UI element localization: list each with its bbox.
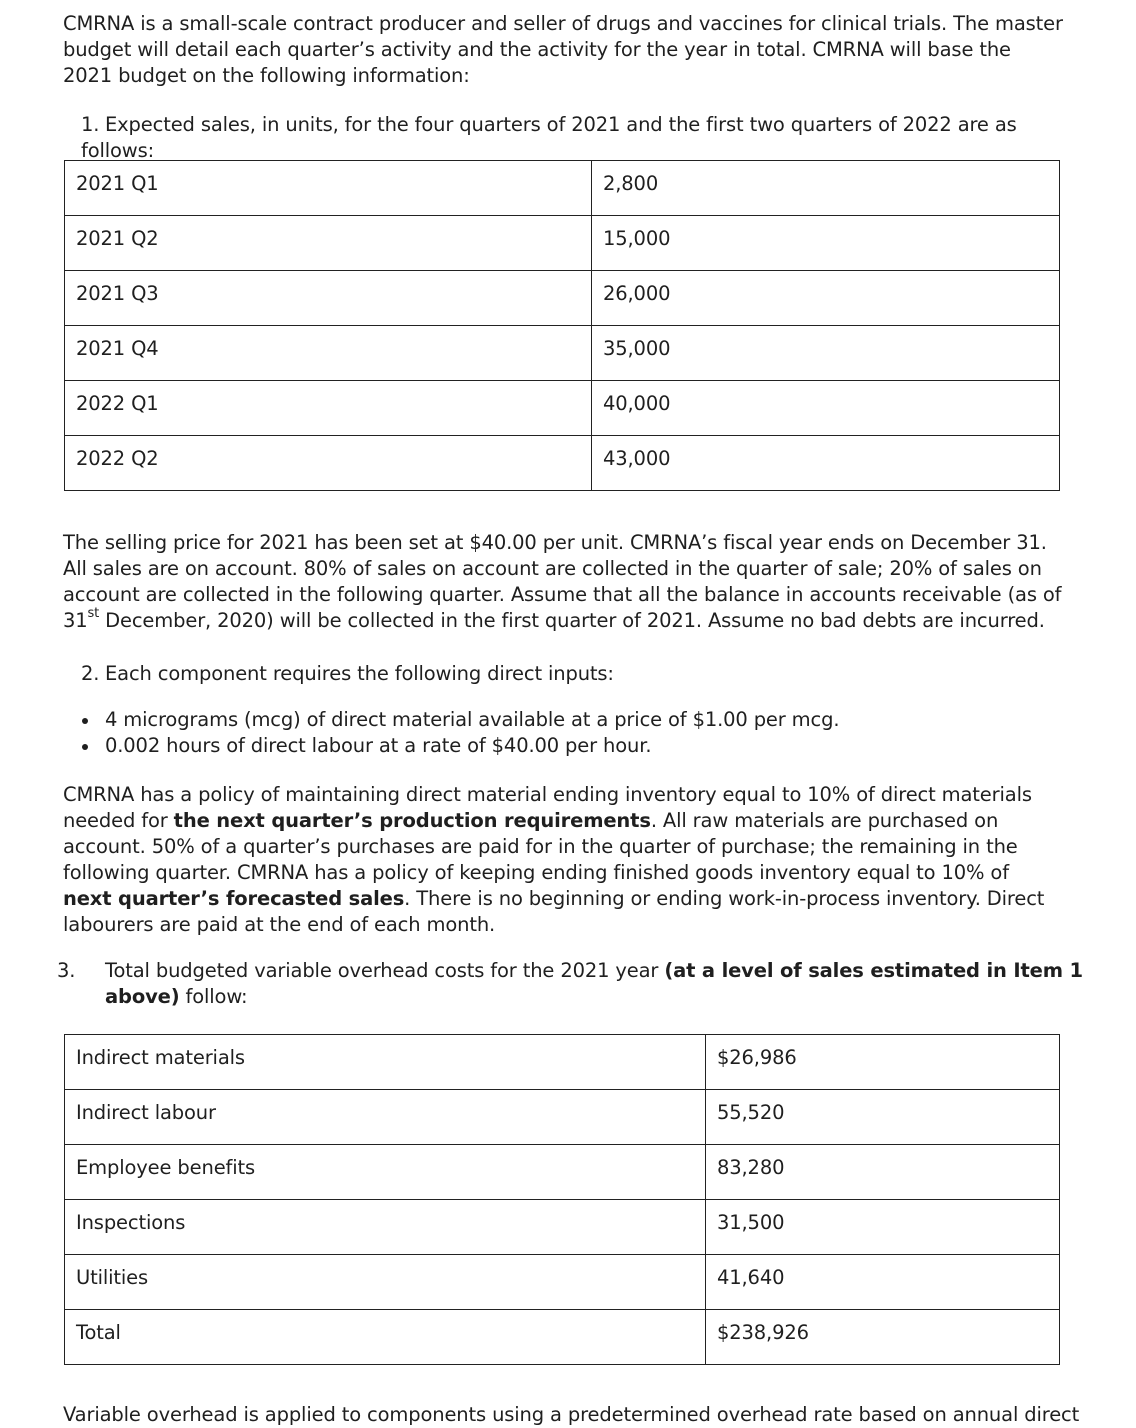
item-3-bold: (at a level of sales estimated in Item 1 above) [105,959,1083,1008]
sales-row-period: 2021 Q4 [65,326,592,381]
policy-text-2: . All raw materials are purchased on account. 50% of a quarter’s purchases are paid for in the quarter of purchase; the remaining in the following quarter. CMRNA has a policy of keeping ending finished goods inventory equal to 10% of [63,809,1018,884]
overhead-table [64,1034,1060,1365]
list-item-text: 0.002 hours of direct labour at a rate of $40.00 per hour. [105,734,652,757]
item-2-text: Each component requires the following direct inputs: [105,662,614,685]
overhead-row-label: Total [65,1310,706,1365]
policy-bold-1: the next quarter’s production requirements [173,809,651,832]
overhead-row-amount: 83,280 [706,1145,1060,1200]
ordinal-suffix: st [87,605,100,621]
policy-bold-2: next quarter’s forecasted sales [63,887,405,910]
sales-row [65,381,1060,436]
sales-row-units: 15,000 [592,216,1060,271]
item-1-text: Expected sales, in units, for the four quarters of 2021 and the first two quarters of 2022 are as follows: [81,113,1017,162]
final-paragraph: Variable overhead is applied to components using a predetermined overhead rate based on annual direct [63,1403,1080,1426]
sales-row-units: 35,000 [592,326,1060,381]
selling-price-text-a: The selling price for 2021 has been set at $40.00 per unit. CMRNA’s fiscal year ends on December 31. All sales are on account. 80% of sales on account are collected in the quarter of sale; 20% of sales on account are collected in the following quarter. Assume that all the balance in accounts receivable (as of 31 [63,531,1062,632]
policy-text-3: . There is no beginning or ending work-in-process inventory. Direct labourers are paid at the end of each month. [63,887,1045,936]
item-1-number: 1. [81,113,100,136]
sales-row [65,271,1060,326]
item-3 [57,958,1095,1010]
sales-row-units: 40,000 [592,381,1060,436]
bullet-icon [82,744,88,750]
selling-price-text-b: December, 2020) will be collected in the first quarter of 2021. Assume no bad debts are incurred. [99,609,1045,632]
overhead-row-label: Utilities [65,1255,706,1310]
overhead-row [65,1035,1060,1090]
item-1 [81,112,1071,164]
sales-row [65,161,1060,216]
sales-row-period: 2022 Q2 [65,436,592,491]
intro-paragraph: CMRNA is a small-scale contract producer and seller of drugs and vaccines for clinical trials. The master budget will detail each quarter’s activity and the activity for the year in total. CMRNA will base the 2021 budget on the following information: [63,12,1063,87]
overhead-row [65,1310,1060,1365]
overhead-row [65,1200,1060,1255]
item-2 [81,661,1071,687]
selling-price-paragraph [63,530,1063,634]
overhead-row-amount: 41,640 [706,1255,1060,1310]
overhead-row-label: Inspections [65,1200,706,1255]
overhead-row [65,1145,1060,1200]
overhead-row-label: Employee benefits [65,1145,706,1200]
bullet-icon [82,718,88,724]
policy-paragraph [63,782,1063,938]
overhead-row [65,1090,1060,1145]
sales-row-period: 2021 Q3 [65,271,592,326]
list-item-text: 4 micrograms (mcg) of direct material available at a price of $1.00 per mcg. [105,708,840,731]
overhead-row-amount: $26,986 [706,1035,1060,1090]
sales-row-period: 2022 Q1 [65,381,592,436]
overhead-row [65,1255,1060,1310]
overhead-row-label: Indirect labour [65,1090,706,1145]
overhead-row-amount: 31,500 [706,1200,1060,1255]
overhead-row-amount: 55,520 [706,1090,1060,1145]
sales-row-units: 2,800 [592,161,1060,216]
item-3-number: 3. [57,959,76,982]
overhead-row-label: Indirect materials [65,1035,706,1090]
sales-row-units: 26,000 [592,271,1060,326]
item-2-number: 2. [81,662,100,685]
sales-row [65,326,1060,381]
sales-row-period: 2021 Q1 [65,161,592,216]
list-item [78,733,1068,759]
item-3-text: Total budgeted variable overhead costs for the 2021 year [105,959,665,982]
sales-row-units: 43,000 [592,436,1060,491]
sales-row [65,216,1060,271]
policy-text-1: CMRNA has a policy of maintaining direct material ending inventory equal to 10% of direct materials needed for [63,783,1032,832]
sales-table [64,160,1060,491]
sales-row [65,436,1060,491]
item-3-text-end: follow: [179,985,248,1008]
sales-row-period: 2021 Q2 [65,216,592,271]
overhead-row-amount: $238,926 [706,1310,1060,1365]
direct-inputs-list [78,707,1068,759]
list-item [78,707,1068,733]
